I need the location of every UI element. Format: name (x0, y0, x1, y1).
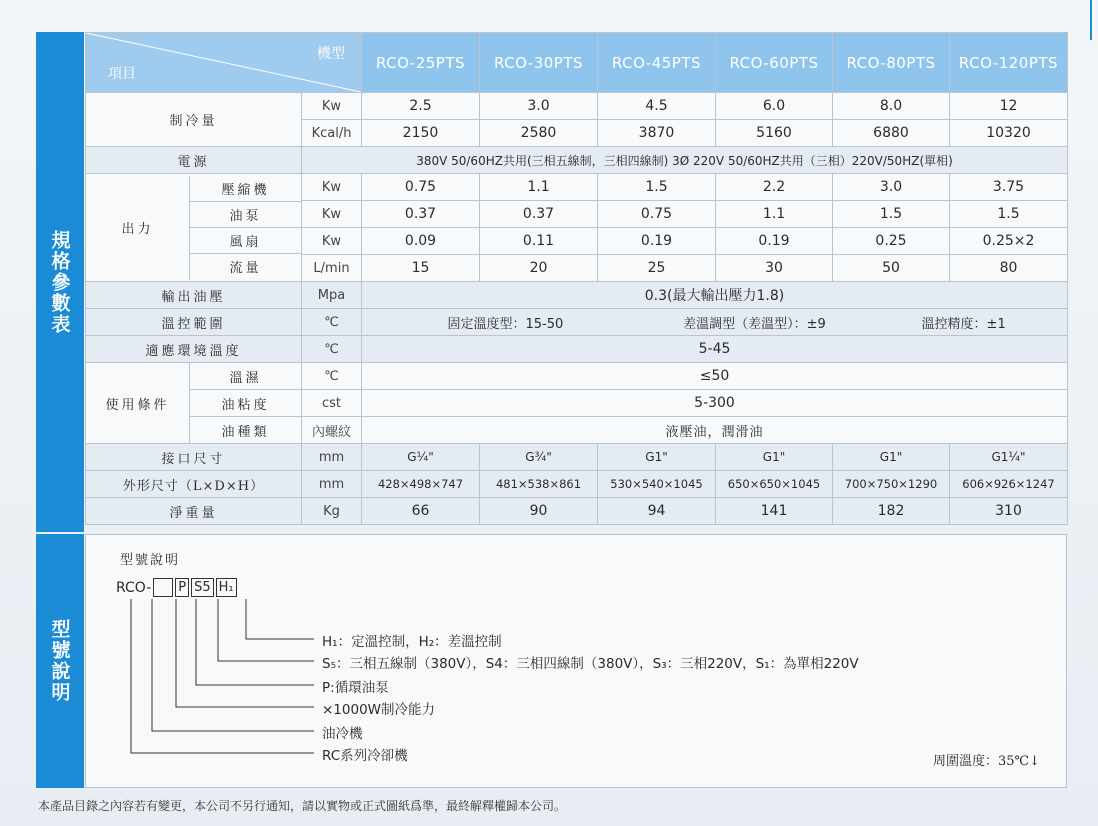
value-cell: 90 (480, 498, 598, 525)
model-code-box-control: H₁ (216, 578, 237, 597)
model-code (116, 578, 237, 597)
value-cell: 0.11 (480, 228, 598, 255)
temp-diff: 差溫調型（差溫型）：±9 (683, 316, 826, 332)
value-cell: 3.75 (950, 174, 1068, 201)
value-cell: 6880 (833, 120, 950, 147)
ambient-label: 適應環境溫度 (86, 336, 302, 363)
legend-item: 油冷機 (322, 726, 363, 742)
value-cell: 428×498×747 (362, 471, 480, 498)
oil-pressure-row (86, 282, 1068, 309)
value-cell: 3.0 (480, 93, 598, 120)
model-code-box-pump: P (175, 578, 189, 597)
oil-pressure-label: 輸出油壓 (86, 282, 302, 309)
edge-decoration (1088, 0, 1094, 826)
value-cell: 0.19 (598, 228, 716, 255)
header-corner (86, 33, 362, 93)
pump-label: 油泵 (190, 202, 301, 228)
oil-type-text: 液壓油，潤滑油 (362, 417, 1068, 444)
unit-cell: Kg (302, 498, 362, 525)
unit-cell: Kw (302, 201, 362, 228)
spec-side-label (36, 32, 84, 532)
value-cell: 310 (950, 498, 1068, 525)
unit-cell: 內螺紋 (302, 417, 362, 444)
value-cell: G1" (598, 444, 716, 471)
value-cell: 1.5 (950, 201, 1068, 228)
temp-precision: 溫控精度：±1 (921, 316, 1006, 332)
model-label: 機型 (317, 46, 345, 62)
legend-item: ×1000W制冷能力 (322, 702, 436, 718)
value-cell: 2.5 (362, 93, 480, 120)
value-cell: 481×538×861 (480, 471, 598, 498)
unit-cell: ℃ (302, 363, 362, 390)
value-cell: G¾" (480, 444, 598, 471)
power-row (86, 147, 1068, 174)
dims-label: 外形尺寸（L×D×H） (86, 471, 302, 498)
item-label: 項目 (108, 66, 136, 82)
legend-item: S₅：三相五線制（380V），S4：三相四線制（380V），S₃：三相220V，S₁：為單相220V (322, 656, 859, 672)
value-cell: 8.0 (833, 93, 950, 120)
weight-label: 淨重量 (86, 498, 302, 525)
ambient-note: 周圍溫度：35℃↓ (933, 754, 1040, 769)
value-cell: 15 (362, 255, 480, 282)
unit-cell: Mpa (302, 282, 362, 309)
value-cell: 10320 (950, 120, 1068, 147)
value-cell: 0.75 (598, 201, 716, 228)
model-code-box-power: S5 (191, 578, 214, 597)
unit-cell: ℃ (302, 309, 362, 336)
power-label: 電源 (86, 147, 302, 174)
compressor-row (86, 174, 1068, 201)
compressor-label: 壓縮機 (190, 176, 301, 202)
port-row (86, 444, 1068, 471)
value-cell: 1.1 (716, 201, 833, 228)
output-label: 出力 (86, 176, 190, 280)
oil-pressure-text: 0.3(最大輸出壓力1.8) (362, 282, 1068, 309)
oil-temp-label: 溫濕 (190, 363, 301, 390)
value-cell: 1.5 (598, 174, 716, 201)
value-cell: 0.75 (362, 174, 480, 201)
value-cell: 0.37 (362, 201, 480, 228)
cooling-label: 制冷量 (86, 93, 302, 147)
dims-row (86, 471, 1068, 498)
unit-cell: mm (302, 444, 362, 471)
value-cell: 20 (480, 255, 598, 282)
legend-item: H₁：定溫控制，H₂：差溫控制 (322, 634, 502, 650)
unit-cell: cst (302, 390, 362, 417)
output-group (86, 174, 302, 282)
value-cell: 530×540×1045 (598, 471, 716, 498)
value-cell: 2580 (480, 120, 598, 147)
unit-cell: Kcal/h (302, 120, 362, 147)
legend-item: P:循環油泵 (322, 680, 389, 696)
viscosity-label: 油粘度 (190, 390, 301, 417)
value-cell: 0.25 (833, 228, 950, 255)
viscosity-text: 5-300 (362, 390, 1068, 417)
model-explain-title: 型號說明 (120, 553, 181, 568)
footer-disclaimer: 本產品目錄之內容若有變更，本公司不另行通知，請以實物或正式圖紙爲準，最終解釋權歸本公司。 (38, 799, 567, 813)
value-cell: 12 (950, 93, 1068, 120)
value-cell: 30 (716, 255, 833, 282)
spec-side-label-text: 規格參數表 (48, 229, 71, 335)
value-cell: 94 (598, 498, 716, 525)
model-code-box-capacity (153, 578, 173, 597)
unit-cell: Kw (302, 93, 362, 120)
value-cell: 700×750×1290 (833, 471, 950, 498)
temp-control-row (86, 309, 1068, 336)
model-header: RCO-80PTS (833, 33, 950, 93)
value-cell: 4.5 (598, 93, 716, 120)
legend-item: RC系列冷卻機 (322, 748, 408, 764)
value-cell: 66 (362, 498, 480, 525)
model-header: RCO-25PTS (362, 33, 480, 93)
model-header: RCO-120PTS (950, 33, 1068, 93)
value-cell: 0.19 (716, 228, 833, 255)
unit-cell: L/min (302, 255, 362, 282)
oil-temp-text: ≤50 (362, 363, 1068, 390)
unit-cell: Kw (302, 174, 362, 201)
value-cell: 0.37 (480, 201, 598, 228)
fan-label: 風扇 (190, 228, 301, 254)
value-cell: 5160 (716, 120, 833, 147)
value-cell: 0.09 (362, 228, 480, 255)
value-cell: 3870 (598, 120, 716, 147)
value-cell: G1¼" (950, 444, 1068, 471)
value-cell: G1" (833, 444, 950, 471)
ambient-row (86, 336, 1068, 363)
ambient-text: 5-45 (362, 336, 1068, 363)
value-cell: 2150 (362, 120, 480, 147)
value-cell: 2.2 (716, 174, 833, 201)
value-cell: 0.25×2 (950, 228, 1068, 255)
value-cell: 6.0 (716, 93, 833, 120)
value-cell: 1.5 (833, 201, 950, 228)
model-header: RCO-30PTS (480, 33, 598, 93)
power-text: 380V 50/60HZ共用(三相五線制，三相四線制) 3Ø 220V 50/60HZ共用（三相）220V/50HZ(單相) (302, 147, 1068, 174)
value-cell: 25 (598, 255, 716, 282)
unit-cell: mm (302, 471, 362, 498)
value-cell: G1" (716, 444, 833, 471)
value-cell: 141 (716, 498, 833, 525)
port-label: 接口尺寸 (86, 444, 302, 471)
spec-table (85, 32, 1068, 525)
model-side-label (36, 534, 84, 788)
oil-type-label: 油種類 (221, 424, 270, 440)
model-header: RCO-45PTS (598, 33, 716, 93)
unit-cell: Kw (302, 228, 362, 255)
unit-cell: ℃ (302, 336, 362, 363)
value-cell: 80 (950, 255, 1068, 282)
value-cell: 650×650×1045 (716, 471, 833, 498)
model-side-label-text: 型號說明 (48, 619, 71, 703)
temp-fixed: 固定溫度型：15-50 (447, 316, 564, 332)
cooling-kw-row (86, 93, 1068, 120)
weight-row (86, 498, 1068, 525)
model-header: RCO-60PTS (716, 33, 833, 93)
value-cell: 1.1 (480, 174, 598, 201)
value-cell: G¼" (362, 444, 480, 471)
oil-temp-row (86, 363, 1068, 390)
flow-label: 流量 (229, 261, 262, 277)
value-cell: 606×926×1247 (950, 471, 1068, 498)
value-cell: 3.0 (833, 174, 950, 201)
conditions-group (86, 363, 302, 444)
value-cell: 50 (833, 255, 950, 282)
temp-control-values (362, 309, 1068, 336)
model-code-prefix: RCO- (116, 579, 152, 596)
header-row (86, 33, 1068, 93)
temp-control-label: 溫控範圍 (86, 309, 302, 336)
model-explain-section (85, 534, 1067, 788)
conditions-label: 使用條件 (86, 363, 190, 443)
value-cell: 182 (833, 498, 950, 525)
